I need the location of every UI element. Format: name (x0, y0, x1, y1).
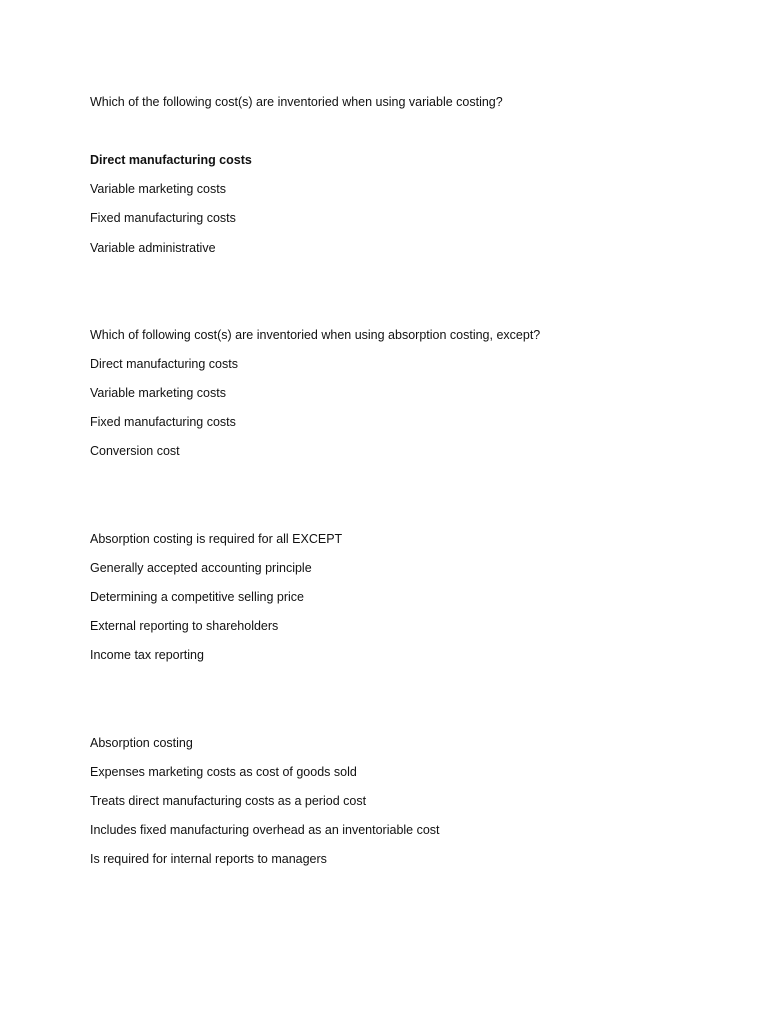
question-3-option-4: Income tax reporting (90, 648, 204, 662)
question-3-option-1: Generally accepted accounting principle (90, 561, 312, 575)
question-3-option-2: Determining a competitive selling price (90, 590, 304, 604)
question-4-option-4: Is required for internal reports to managers (90, 852, 327, 866)
question-1-prompt: Which of the following cost(s) are inventoried when using variable costing? (90, 95, 503, 109)
question-2-option-3: Fixed manufacturing costs (90, 415, 236, 429)
question-3-option-3: External reporting to shareholders (90, 619, 279, 633)
question-4-option-3: Includes fixed manufacturing overhead as an inventoriable cost (90, 823, 440, 837)
question-1-option-1: Direct manufacturing costs (90, 153, 252, 167)
question-4-option-2: Treats direct manufacturing costs as a period cost (90, 794, 367, 808)
question-4-prompt: Absorption costing (90, 736, 193, 750)
question-2-option-4: Conversion cost (90, 444, 180, 458)
question-4-option-1: Expenses marketing costs as cost of goods sold (90, 765, 357, 779)
question-1-option-2: Variable marketing costs (90, 182, 226, 196)
question-2-option-2: Variable marketing costs (90, 386, 226, 400)
question-1-option-4: Variable administrative (90, 241, 216, 255)
question-2-prompt: Which of following cost(s) are inventoried when using absorption costing, except? (90, 328, 541, 342)
question-1-option-3: Fixed manufacturing costs (90, 211, 236, 225)
question-3-prompt: Absorption costing is required for all EXCEPT (90, 532, 343, 546)
question-2-option-1: Direct manufacturing costs (90, 357, 238, 371)
